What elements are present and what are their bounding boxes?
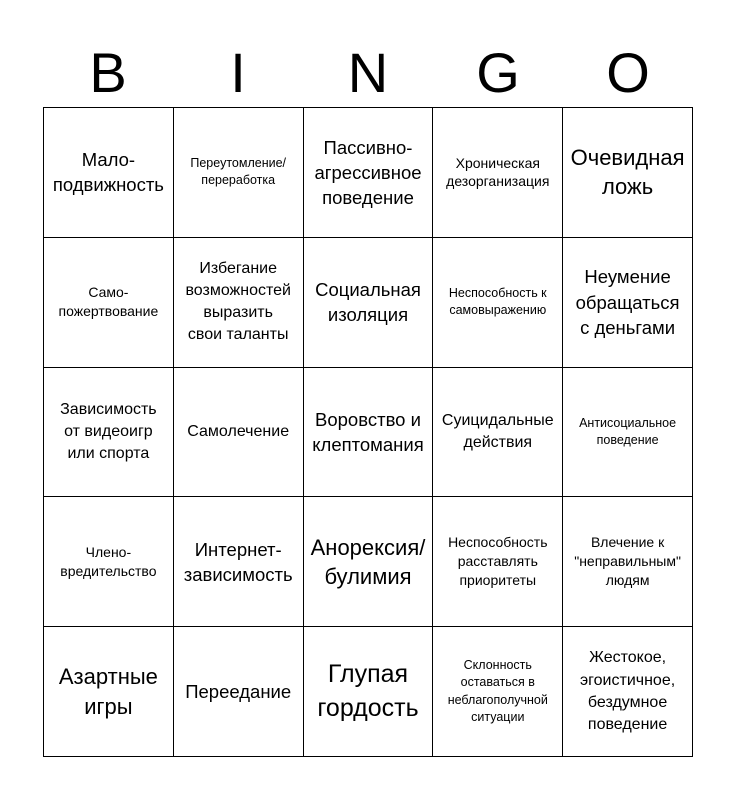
cell-label: Глупая гордость — [317, 659, 419, 722]
bingo-cell-r3-c2[interactable] — [174, 368, 304, 498]
cell-label: Неумение обращаться с деньгами — [575, 266, 680, 338]
bingo-cell-r4-c1[interactable] — [44, 497, 174, 627]
bingo-cell-r2-c4[interactable] — [433, 238, 563, 368]
bingo-cell-r4-c2[interactable] — [174, 497, 304, 627]
cell-label: Азартные игры — [58, 664, 158, 719]
cell-label: Зависимость от видеоигр или спорта — [60, 400, 157, 463]
bingo-cell-r3-c5[interactable] — [563, 368, 693, 498]
bingo-cell-r4-c5[interactable] — [563, 497, 693, 627]
cell-label: Мало- подвижность — [52, 149, 164, 196]
bingo-cell-r1-c4[interactable] — [433, 108, 563, 238]
bingo-board — [43, 107, 693, 757]
bingo-cell-r2-c2[interactable] — [174, 238, 304, 368]
cell-label: Переутомление/ переработка — [190, 156, 287, 188]
header-letter-b: B — [89, 41, 127, 104]
cell-label: Социальная изоляция — [315, 279, 421, 326]
header-letter-o: O — [606, 41, 650, 104]
cell-label: Члено- вредительство — [60, 543, 157, 579]
bingo-cell-r1-c1[interactable] — [44, 108, 174, 238]
cell-label: Интернет- зависимость — [183, 538, 293, 585]
bingo-cell-r2-c3[interactable] — [304, 238, 434, 368]
bingo-cell-r4-c3[interactable] — [304, 497, 434, 627]
bingo-cell-r5-c1[interactable] — [44, 627, 174, 757]
bingo-cell-r4-c4[interactable] — [433, 497, 563, 627]
cell-label: Жестокое, эгоистичное, бездумное поведение — [580, 649, 676, 733]
bingo-cell-r1-c2[interactable] — [174, 108, 304, 238]
bingo-cell-r1-c5[interactable] — [563, 108, 693, 238]
header-letter-g: G — [476, 41, 520, 104]
cell-label: Антисоциальное поведение — [579, 415, 677, 447]
cell-label: Суицидальные действия — [441, 411, 554, 451]
cell-label: Анорексия/ булимия — [310, 534, 426, 589]
cell-label: Хроническая дезорганизация — [446, 154, 550, 190]
bingo-cell-r5-c4[interactable] — [433, 627, 563, 757]
cell-label: Склонность оставаться в неблагополучной ситуации — [447, 658, 548, 724]
cell-label: Неспособность расставлять приоритеты — [448, 534, 548, 589]
cell-label: Воровство и клептомания — [312, 408, 424, 455]
cell-label: Избегание возможностей выразить свои таланты — [185, 260, 291, 344]
bingo-cell-r5-c5[interactable] — [563, 627, 693, 757]
cell-label: Очевидная ложь — [570, 145, 685, 200]
cell-label: Переедание — [185, 681, 292, 703]
bingo-cell-r3-c1[interactable] — [44, 368, 174, 498]
bingo-cell-r2-c5[interactable] — [563, 238, 693, 368]
cell-label: Неспособность к самовыражению — [448, 285, 547, 318]
bingo-header — [43, 40, 693, 106]
bingo-cell-r3-c4[interactable] — [433, 368, 563, 498]
bingo-cell-r5-c3[interactable] — [304, 627, 434, 757]
bingo-cell-r1-c3[interactable] — [304, 108, 434, 238]
header-letter-i: I — [230, 41, 246, 104]
cell-label: Пассивно- агрессивное поведение — [314, 136, 422, 208]
bingo-cell-r3-c3[interactable] — [304, 368, 434, 498]
bingo-cell-r2-c1[interactable] — [44, 238, 174, 368]
bingo-cell-r5-c2[interactable] — [174, 627, 304, 757]
cell-label: Само- пожертвование — [58, 284, 159, 320]
cell-label: Самолечение — [187, 422, 290, 440]
header-letter-n: N — [347, 41, 389, 104]
cell-label: Влечение к "неправильным" людям — [574, 534, 681, 589]
